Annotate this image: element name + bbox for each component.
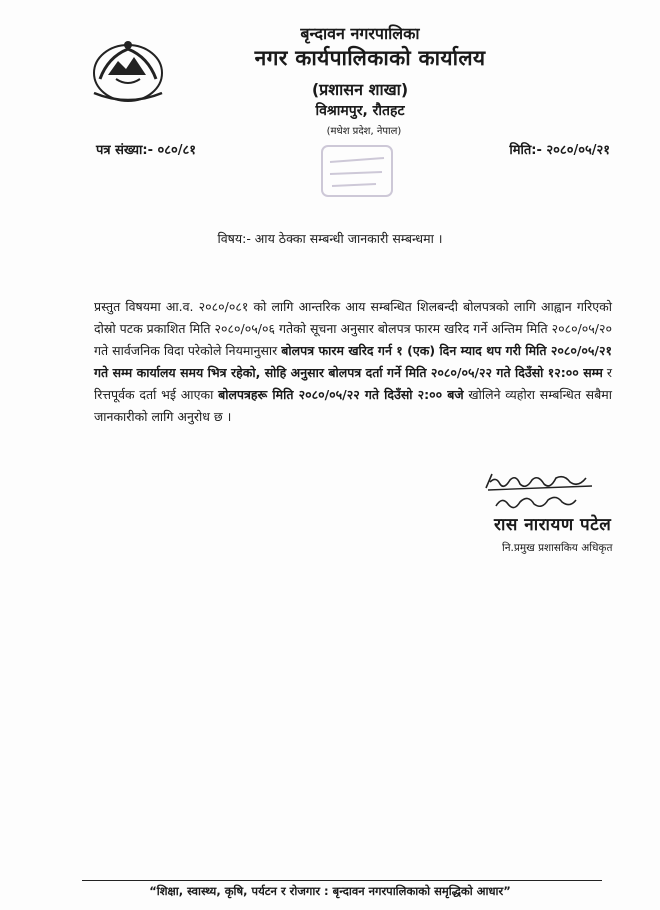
municipality-name: बृन्दावन नगरपालिका (300, 24, 420, 43)
office-stamp-icon (316, 140, 398, 204)
branch-name: (प्रशासन शाखा) (311, 80, 409, 99)
footer-motto: “शिक्षा, स्वास्थ्य, कृषि, पर्यटन र रोजगार : बृन्दावन नगरपालिकाको समृद्धिको आधार” (149, 884, 511, 898)
body-text-5: खोलिने व्यहोरा सम्बन्धित सबैमा जानकारीको लागि अनुरोध छ । (94, 387, 612, 424)
signatory-designation: नि.प्रमुख प्रशासकिय अधिकृत (502, 542, 613, 554)
footer-divider (82, 880, 602, 881)
letter-body (94, 296, 612, 428)
body-text-2: बोलपत्र फारम खरिद गर्न १ (एक) दिन म्याद थप गरी मिति २०८०/०५/२१ गते सम्म कार्यालय समय भित्र रहेको, सोहि अनुसार बोलपत्र दर्ता गर्ने मिति २०८०/०५/२२ गते दिउँसो १२:०० सम्म (94, 343, 612, 380)
letter-number: पत्र संख्या:- ०८०/८१ (96, 143, 197, 158)
office-location: विश्रामपुर, रौतहट (315, 103, 405, 119)
subject-line: विषय:- आय ठेक्का सम्बन्धी जानकारी सम्बन्धमा । (217, 231, 443, 246)
letter-date: मिति:- २०८०/०५/२१ (509, 143, 610, 158)
office-title: नगर कार्यपालिकाको कार्यालय (254, 46, 486, 70)
signatory-name: रास नारायण पटेल (494, 515, 612, 535)
body-text-1: प्रस्तुत विषयमा आ.व. २०८०/०८१ को लागि आन्तरिक आय सम्बन्धित शिलबन्दी बोलपत्रको लागि आह्वान गरिएको दोस्रो पटक प्रकाशित मिति २०८०/०५/०६ गतेको सूचना अनुसार बोलपत्र फारम खरिद गर्ने अन्तिम मिति २०८०/०५/२० गते सार्वजनिक विदा परेकोले नियमानुसार (94, 299, 612, 358)
province-line: (मधेश प्रदेश, नेपाल) (326, 126, 402, 137)
body-text-3: र रित्तपूर्वक दर्ता भई आएका (94, 365, 612, 402)
body-text-4: बोलपत्रहरू मिति २०८०/०५/२२ गते दिउँसो २:०० बजे (218, 387, 464, 402)
